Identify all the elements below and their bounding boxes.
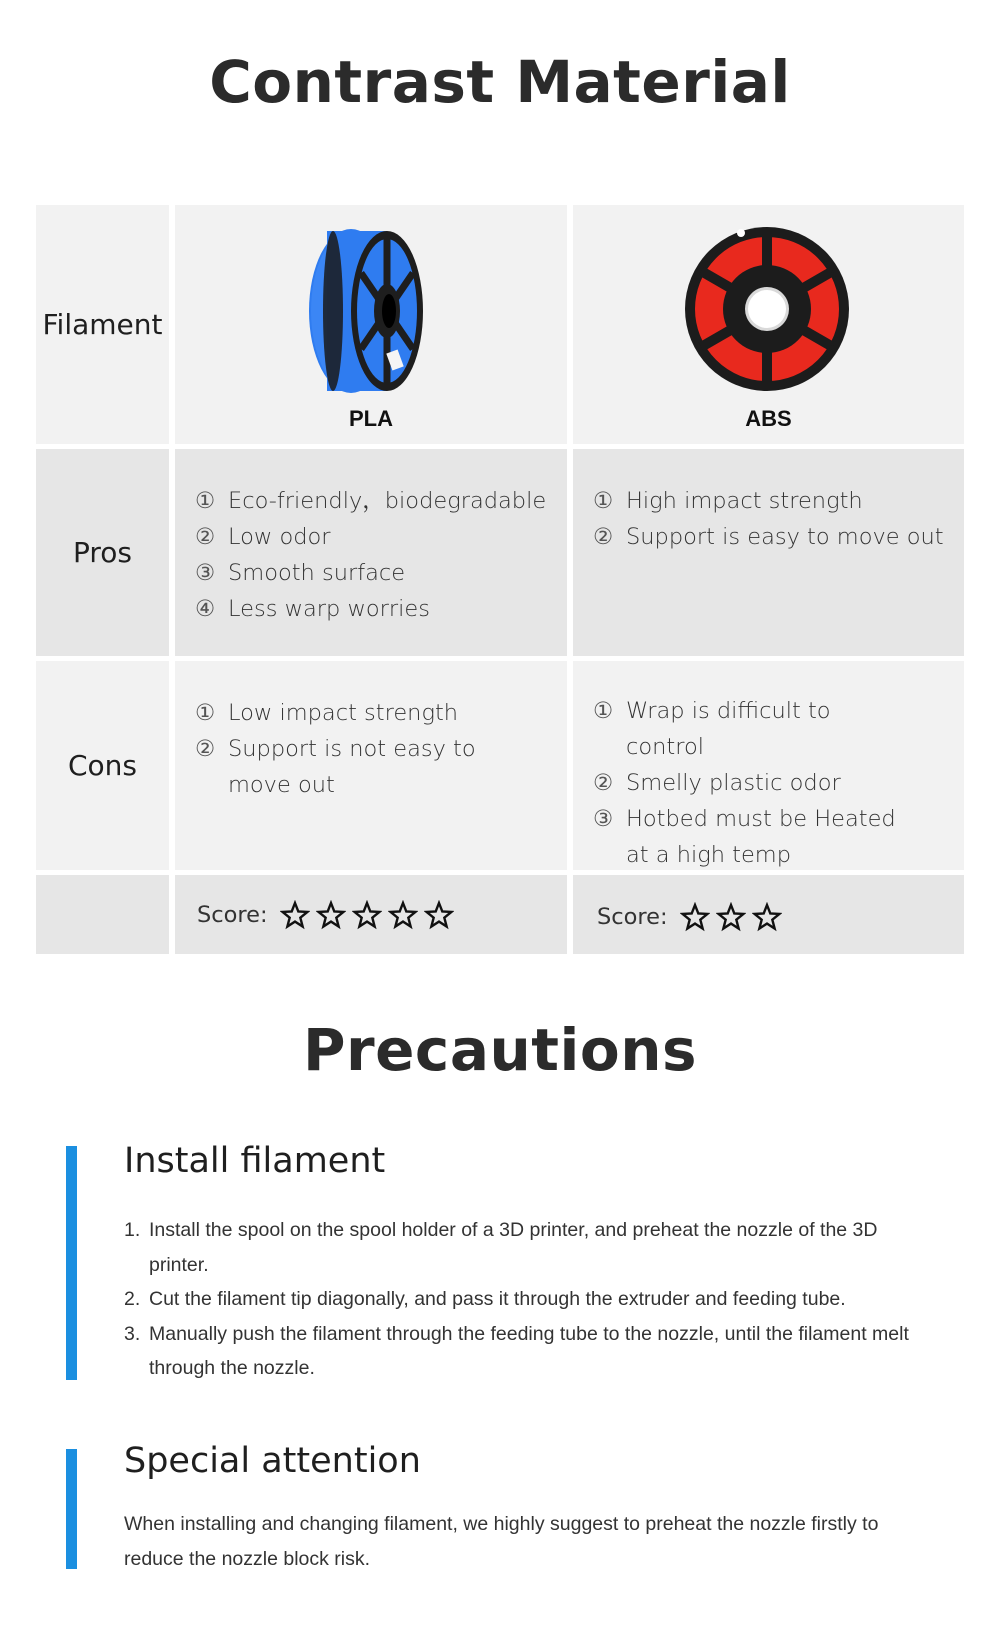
list-item <box>593 693 914 765</box>
list-item <box>195 591 559 627</box>
item-number: ② <box>593 524 614 550</box>
star-icon <box>388 900 418 930</box>
item-number: ② <box>195 736 216 762</box>
item-text: Smooth surface <box>228 560 406 586</box>
list-item <box>195 483 559 519</box>
step-number: 3. <box>124 1322 141 1345</box>
item-number: ① <box>593 698 614 724</box>
abs-pros-cell <box>573 449 964 656</box>
list-item <box>593 483 956 519</box>
row-label-filament: Filament <box>36 205 169 444</box>
star-icon <box>716 902 746 932</box>
list-item <box>124 1213 924 1282</box>
install-section-heading: Install filament <box>124 1141 386 1181</box>
item-number: ② <box>593 770 614 796</box>
step-number: 2. <box>124 1288 141 1310</box>
pla-pros-list <box>195 483 559 627</box>
pla-cons-list <box>195 695 507 803</box>
step-number: 1. <box>124 1219 141 1241</box>
star-icon <box>680 902 710 932</box>
pla-product-cell <box>175 205 567 444</box>
item-text: Low impact strength <box>228 700 459 726</box>
item-number: ② <box>195 524 216 550</box>
list-item <box>195 519 559 555</box>
list-item <box>124 1282 924 1317</box>
item-text: Wrap is difficult to control <box>626 698 831 760</box>
list-item <box>593 519 956 555</box>
item-number: ① <box>195 700 216 726</box>
step-text: Cut the filament tip diagonally, and pass it through the extruder and feeding tube. <box>149 1288 846 1310</box>
abs-score-cell <box>573 875 964 954</box>
precautions-title: Precautions <box>302 1016 698 1084</box>
item-number: ① <box>195 488 216 514</box>
abs-product-name: ABS <box>745 406 792 431</box>
attention-section-accent-bar <box>66 1449 77 1569</box>
list-item <box>195 731 507 803</box>
item-text: Support is easy to move out <box>626 524 944 550</box>
list-item <box>195 555 559 591</box>
item-text: Smelly plastic odor <box>626 770 841 796</box>
attention-section-heading: Special attention <box>124 1441 421 1481</box>
star-icon <box>352 900 382 930</box>
item-text: Low odor <box>228 524 331 550</box>
star-icon <box>424 900 454 930</box>
pla-spool-image <box>297 223 427 403</box>
abs-pros-list <box>593 483 956 555</box>
pla-score-cell <box>175 875 567 954</box>
item-number: ④ <box>195 596 216 622</box>
list-item <box>593 801 914 870</box>
item-number: ③ <box>195 560 216 586</box>
row-label-cons: Cons <box>36 661 169 870</box>
abs-spool-image <box>683 225 853 395</box>
item-text: High impact strength <box>626 488 863 514</box>
install-section-accent-bar <box>66 1146 77 1380</box>
item-number: ① <box>593 488 614 514</box>
abs-score-label: Score: <box>597 903 668 930</box>
item-text: Support is not easy to move out <box>228 736 476 798</box>
item-text: Hotbed must be Heated at a high temp <box>626 806 896 868</box>
row-label-pros: Pros <box>36 449 169 656</box>
pla-score-stars <box>280 900 460 930</box>
step-text: Install the spool on the spool holder of a 3D printer, and preheat the nozzle of the 3D printer. <box>149 1219 878 1276</box>
abs-score-stars <box>680 902 788 932</box>
abs-cons-cell <box>573 661 964 870</box>
item-number: ③ <box>593 806 614 832</box>
step-text: Manually push the filament through the feeding tube to the nozzle, until the filament melt through the nozzle. <box>149 1322 909 1379</box>
item-text: Less warp worries <box>228 596 430 622</box>
list-item <box>593 765 914 801</box>
item-text: Eco-friendly，biodegradable <box>228 488 547 514</box>
list-item <box>124 1317 924 1386</box>
star-icon <box>752 902 782 932</box>
attention-paragraph: When installing and changing filament, we highly suggest to preheat the nozzle firstly to reduce the nozzle block risk. <box>124 1513 879 1570</box>
abs-product-cell <box>573 205 964 444</box>
pla-product-name: PLA <box>349 406 393 431</box>
pla-cons-cell <box>175 661 567 870</box>
star-icon <box>316 900 346 930</box>
star-icon <box>280 900 310 930</box>
list-item <box>195 695 507 731</box>
install-steps-list <box>124 1213 924 1386</box>
pla-pros-cell <box>175 449 567 656</box>
abs-cons-list <box>593 693 914 870</box>
score-row-label-cell <box>36 875 169 954</box>
comparison-title: Contrast Material <box>209 48 791 116</box>
pla-score-label: Score: <box>197 901 268 928</box>
